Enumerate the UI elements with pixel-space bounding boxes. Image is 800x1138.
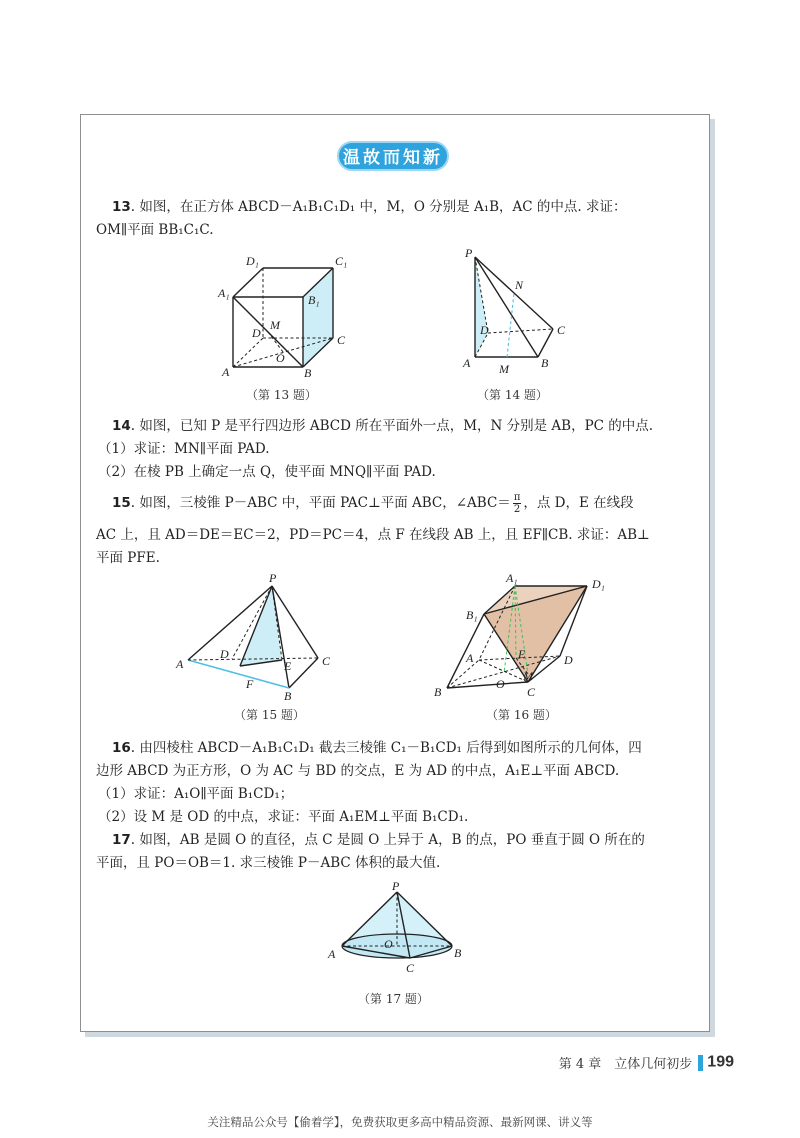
problem-15-line2: AC 上，且 AD＝DE＝EC＝2，PD＝PC＝4，点 F 在线段 AB 上，且 EF∥CB. 求证：AB⊥: [96, 527, 650, 543]
caption-17: （第 17 题）: [358, 992, 429, 1006]
label-A: A: [176, 657, 184, 671]
caption-14: （第 14 题）: [477, 388, 548, 402]
problem-14-part2: （2）在棱 PB 上确定一点 Q，使平面 MNQ∥平面 PAD.: [98, 464, 436, 480]
figure-13-cube: [210, 250, 360, 385]
problem-15-number: 15: [112, 495, 131, 511]
problem-17-number: 17: [112, 832, 131, 848]
problem-14-line1: [112, 416, 653, 436]
label-A: A: [222, 365, 230, 379]
fraction-denominator: 2: [513, 504, 521, 515]
page-footer: [559, 1053, 734, 1072]
label-C: C: [406, 961, 415, 975]
label-D: D: [220, 647, 229, 661]
label-E: E: [284, 659, 292, 673]
label-P: P: [269, 571, 277, 585]
problem-15-line3: 平面 PFE.: [96, 550, 160, 566]
label-P: P: [465, 246, 473, 260]
caption-15: （第 15 题）: [234, 708, 305, 722]
fraction-pi-over-2: [513, 492, 522, 515]
face-pfe: [240, 586, 282, 666]
problem-15-text-a: . 如图，三棱锥 P－ABC 中，平面 PAC⊥平面 ABC，∠ABC＝: [130, 495, 511, 511]
label-B1: B₁: [466, 608, 478, 622]
label-A: A: [466, 651, 474, 665]
page-number: 199: [707, 1053, 734, 1071]
problem-14-part1: （1）求证：MN∥平面 PAD.: [98, 441, 270, 457]
problem-14-number: 14: [112, 418, 131, 434]
problem-13-line1: [112, 197, 627, 217]
figure-14-pyramid: [455, 245, 585, 380]
problem-15-line1: [112, 492, 634, 515]
label-M: M: [499, 362, 509, 376]
problem-16-part1: （1）求证：A₁O∥平面 B₁CD₁；: [98, 786, 294, 802]
label-F: F: [246, 677, 254, 691]
label-B: B: [304, 366, 312, 380]
problem-15-text-b: ，点 D，E 在线段: [523, 495, 634, 511]
label-D: D: [252, 326, 261, 340]
footer-accent-bar: [698, 1055, 703, 1071]
problem-14-text: . 如图，已知 P 是平行四边形 ABCD 所在平面外一点，M，N 分别是 AB，PC 的中点.: [130, 418, 654, 434]
label-M: M: [270, 318, 280, 332]
figure-16-prism: [432, 570, 605, 705]
label-N: N: [515, 278, 524, 292]
label-O: O: [496, 677, 505, 691]
problem-16-line1: [112, 738, 642, 758]
label-M: M: [523, 669, 533, 683]
problem-16-part2: （2）设 M 是 OD 的中点，求证：平面 A₁EM⊥平面 B₁CD₁.: [98, 809, 469, 825]
section-title-banner: 温故而知新: [337, 141, 449, 171]
watermark-text: 关注精品公众号【偷着学】，免费获取更多高中精品资源、最新网课、讲义等: [207, 1115, 593, 1129]
label-A1: A₁: [506, 571, 518, 585]
label-A: A: [463, 356, 471, 370]
problem-13-text: . 如图，在正方体 ABCD－A₁B₁C₁D₁ 中，M，O 分别是 A₁B，AC 的中点. 求证：: [130, 199, 627, 215]
label-C1: C₁: [335, 254, 348, 268]
label-C: C: [527, 685, 536, 699]
problem-17-line2: 平面，且 PO＝OB＝1. 求三棱锥 P－ABC 体积的最大值.: [96, 855, 441, 871]
problem-16-text: . 由四棱柱 ABCD－A₁B₁C₁D₁ 截去三棱锥 C₁－B₁CD₁ 后得到如图所示的几何体，四: [130, 740, 642, 756]
label-C: C: [337, 333, 346, 347]
problem-13-number: 13: [112, 199, 131, 215]
problem-13-line2: OM∥平面 BB₁C₁C.: [96, 222, 214, 238]
problem-16-number: 16: [112, 740, 131, 756]
figure-15-pyramid: [172, 570, 342, 705]
label-E: E: [518, 647, 526, 661]
fraction-numerator: π: [513, 492, 521, 503]
label-A: A: [328, 947, 336, 961]
label-P: P: [392, 879, 400, 893]
label-A1: A₁: [218, 286, 230, 300]
problem-17-text: . 如图，AB 是圆 O 的直径，点 C 是圆 O 上异于 A，B 的点，PO 垂直于圆 O 所在的: [130, 832, 645, 848]
label-D1: D₁: [592, 577, 605, 591]
label-B: B: [541, 356, 549, 370]
label-B: B: [454, 946, 462, 960]
label-O: O: [384, 937, 393, 951]
label-D: D: [480, 323, 489, 337]
label-B: B: [284, 689, 292, 703]
figure-17-cone: [322, 880, 472, 980]
caption-16: （第 16 题）: [486, 708, 557, 722]
label-O: O: [276, 351, 285, 365]
label-B: B: [434, 685, 442, 699]
face-pad: [475, 257, 488, 357]
chapter-label: 第 4 章 立体几何初步: [558, 1057, 693, 1072]
problem-16-line2: 边形 ABCD 为正方形，O 为 AC 与 BD 的交点，E 为 AD 的中点，A₁E⊥平面 ABCD.: [96, 763, 620, 779]
label-C: C: [557, 323, 566, 337]
label-D1: D₁: [246, 254, 259, 268]
problem-17-line1: [112, 830, 645, 850]
label-B1: B₁: [308, 293, 320, 307]
label-C: C: [322, 654, 331, 668]
label-D: D: [564, 653, 573, 667]
caption-13: （第 13 题）: [246, 388, 317, 402]
